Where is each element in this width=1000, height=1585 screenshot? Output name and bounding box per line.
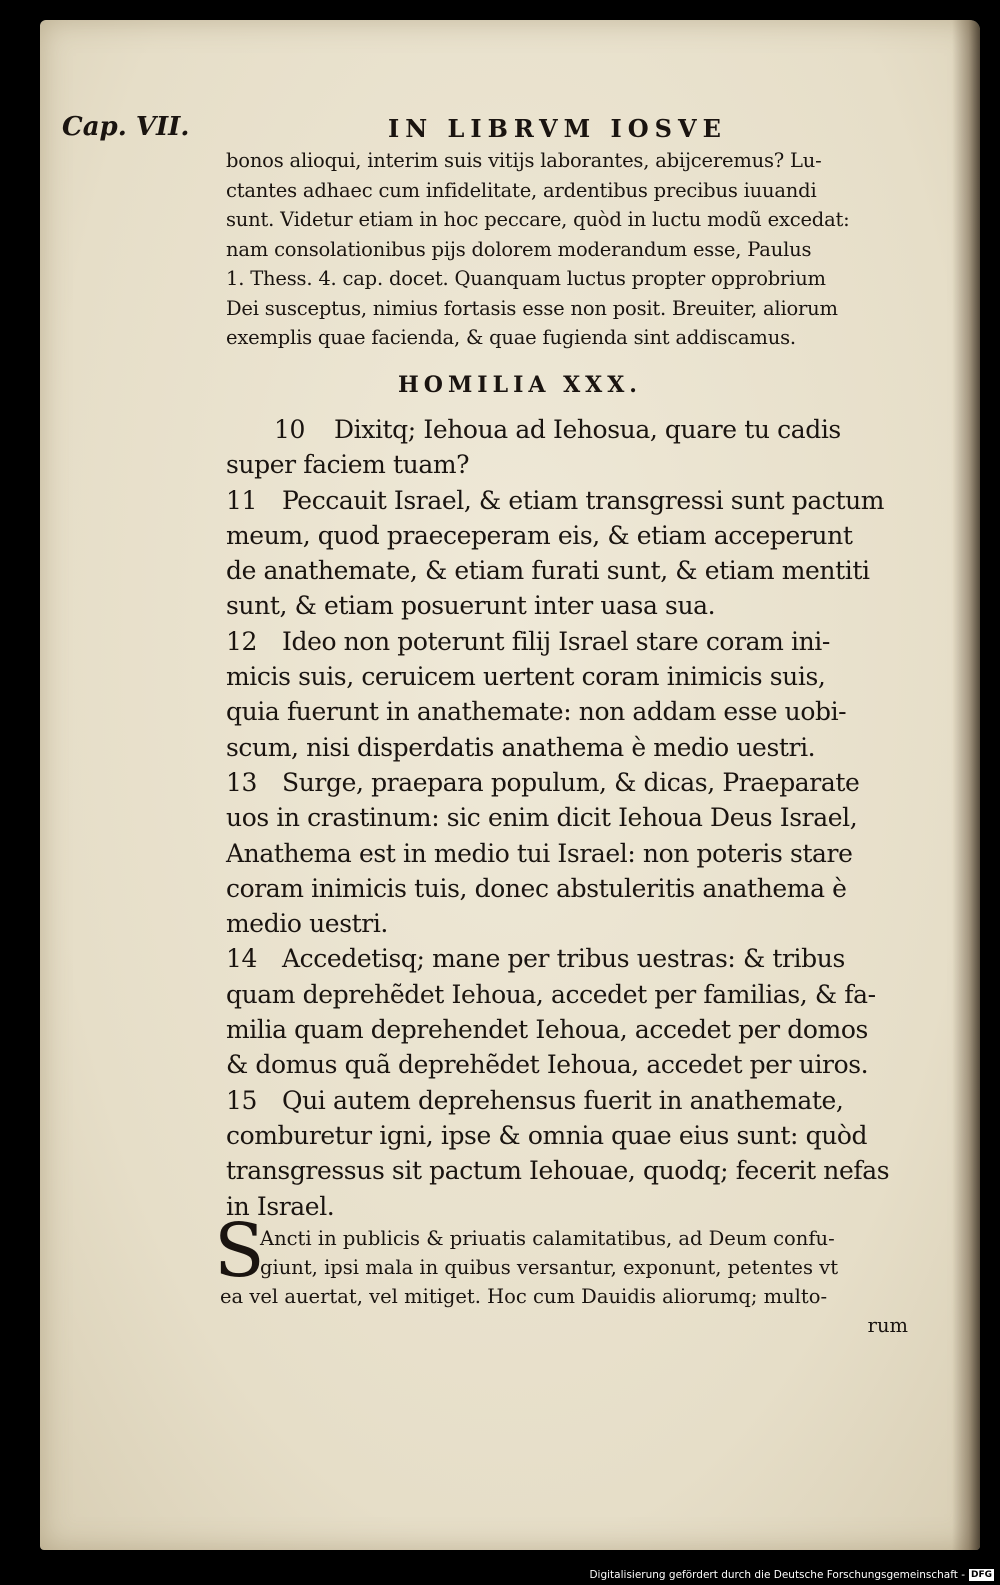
verse-line [226,518,926,553]
verse-text: Accedetisq; mane per tribus uestras: & tribus [282,944,845,974]
verse-line [226,694,926,729]
verse-line [226,624,926,659]
running-title: IN LIBRVM IOSVE [388,114,727,143]
verse-text: micis suis, ceruicem uertent coram inimicis suis, [226,662,826,692]
homilia-heading: HOMILIA XXX. [398,372,642,398]
commentary-line: bonos alioqui, interim suis vitijs laborantes, abijceremus? Lu- [226,149,822,172]
closing-line: giunt, ipsi mala in quibus versantur, exponunt, petentes vt [260,1256,839,1279]
verse-line [226,730,926,765]
verse-line [226,765,926,800]
verse-text: quam deprehẽdet Iehoua, accedet per familias, & fa- [226,979,876,1009]
verse-text: Peccauit Israel, & etiam transgressi sunt pactum [282,485,885,515]
verse-text: & domus quã deprehẽdet Iehoua, accedet per uiros. [226,1050,869,1080]
verse-text: comburetur igni, ipse & omnia quae eius sunt: quòd [226,1120,868,1150]
verse-line [226,553,926,588]
verse-text: transgressus sit pactum Iehouae, quodq; fecerit nefas [226,1156,890,1186]
verse-block [226,412,926,1224]
verse-line [226,588,926,623]
verse-line [226,1118,926,1153]
verse-line [226,906,926,941]
verse-text: sunt, & etiam posuerunt inter uasa sua. [226,591,716,621]
verse-text: uos in crastinum: sic enim dicit Iehoua Deus Israel, [226,803,858,833]
credit-text: Digitalisierung gefördert durch die Deutsche Forschungsgemeinschaft - [589,1569,965,1581]
closing-line: Ancti in publicis & priuatis calamitatibus, ad Deum confu- [260,1227,835,1250]
verse-line [226,836,926,871]
closing-paragraph [214,1208,920,1340]
catchword: rum [867,1314,908,1337]
verse-text: Dixitq; Iehoua ad Iehosua, quare tu cadis [334,415,841,444]
running-header [62,112,822,146]
verse-number: 12 [226,626,258,656]
verse-line [226,1153,926,1188]
verse-line [226,1047,926,1082]
verse-number: 10 [274,415,306,444]
verse-line [226,412,926,447]
verse-text: in Israel. [226,1191,335,1221]
commentary-line: ctantes adhaec cum infidelitate, ardentibus precibus iuuandi [226,178,817,202]
verse-text: quia fuerunt in anathemate: non addam esse uobi- [226,697,847,727]
verse-line [226,871,926,906]
commentary-line: exemplis quae facienda, & quae fugienda sint addiscamus. [226,326,796,349]
verse-text: de anathemate, & etiam furati sunt, & etiam mentiti [226,556,870,586]
verse-line [226,1012,926,1047]
drop-cap: S [214,1208,265,1294]
dfg-logo: DFG [970,1570,992,1580]
verse-text: milia quam deprehendet Iehoua, accedet per domos [226,1015,868,1045]
commentary-line: nam consolationibus pijs dolorem moderandum esse, Paulus [226,237,812,261]
verse-text: meum, quod praeceperam eis, & etiam acceperunt [226,520,853,550]
chapter-label: Cap. VII. [62,112,190,142]
commentary-line: Dei susceptus, nimius fortasis esse non posit. Breuiter, aliorum [226,296,838,320]
commentary-line: 1. Thess. 4. cap. docet. Quanquam luctus propter opprobrium [226,267,826,290]
closing-line: ea vel auertat, vel mitiget. Hoc cum Dauidis aliorumq; multo- [220,1285,828,1308]
verse-line [226,1189,926,1224]
verse-line [226,659,926,694]
commentary-line: sunt. Videtur etiam in hoc peccare, quòd in luctu modũ excedat: [226,208,850,231]
verse-number: 13 [226,767,258,797]
verse-text: Anathema est in medio tui Israel: non poteris stare [226,838,853,868]
verse-number: 15 [226,1085,258,1115]
page-spine-shadow [952,20,980,1550]
verse-text: coram inimicis tuis, donec abstuleritis anathema è [226,873,847,903]
verse-text: super faciem tuam? [226,450,470,480]
verse-text: scum, nisi disperdatis anathema è medio uestri. [226,732,816,762]
verse-line [226,483,926,518]
verse-text: Surge, praepara populum, & dicas, Praeparate [282,767,860,797]
verse-line [226,977,926,1012]
verse-number: 11 [226,485,258,515]
verse-line [226,447,926,482]
verse-number: 14 [226,944,258,974]
commentary-paragraph [226,146,926,353]
verse-line [226,1083,926,1118]
verse-text: Ideo non poterunt filij Israel stare coram ini- [282,626,830,656]
verse-line [226,800,926,835]
verse-text: Qui autem deprehensus fuerit in anathemate, [282,1085,844,1115]
verse-line [226,941,926,976]
verse-text: medio uestri. [226,909,388,939]
footer-credit [589,1569,994,1581]
